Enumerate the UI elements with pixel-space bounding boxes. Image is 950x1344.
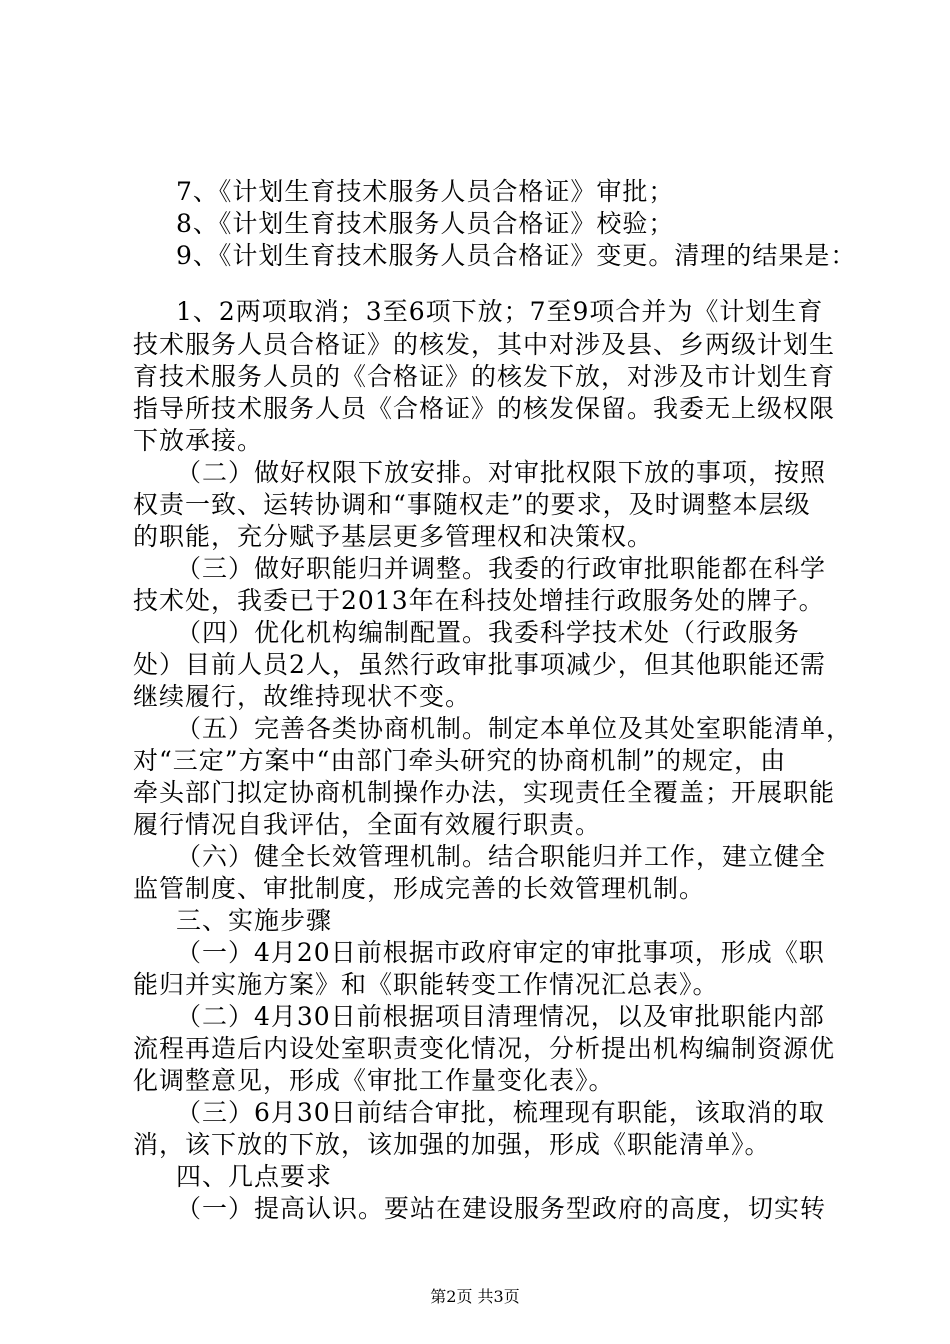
text-line: 下放承接。 — [133, 426, 264, 455]
text-line: 履行情况自我评估，全面有效履行职责。 — [133, 810, 602, 839]
text-line: 指导所技术服务人员《合格证》的核发保留。我委无上级权限 — [133, 394, 836, 423]
text-line: 的职能，充分赋予基层更多管理权和决策权。 — [133, 522, 654, 551]
text-line: 消，该下放的下放，该加强的加强，形成《职能清单》。 — [133, 1130, 771, 1159]
text-line: 监管制度、审批制度，形成完善的长效管理机制。 — [133, 874, 706, 903]
text-line: （五）完善各类协商机制。制定本单位及其处室职能清单， — [176, 714, 853, 743]
text-line: 权责一致、运转协调和“事随权走”的要求，及时调整本层级 — [133, 490, 811, 519]
text-line: （六）健全长效管理机制。结合职能归并工作，建立健全 — [176, 842, 827, 871]
text-line: 能归并实施方案》和《职能转变工作情况汇总表》。 — [133, 970, 719, 999]
text-line: （二）4月30日前根据项目清理情况，以及审批职能内部 — [176, 1002, 825, 1031]
text-line: 继续履行，故维持现状不变。 — [133, 682, 472, 711]
text-line: （二）做好权限下放安排。对审批权限下放的事项，按照 — [176, 458, 827, 487]
text-line: 技术服务人员合格证》的核发，其中对涉及县、乡两级计划生 — [133, 330, 836, 359]
page-footer: 第2页 共3页 — [430, 1287, 520, 1306]
text-line: 对“三定”方案中“由部门牵头研究的协商机制”的规定，由 — [133, 746, 787, 775]
text-line: 牵头部门拟定协商机制操作办法，实现责任全覆盖；开展职能 — [133, 778, 836, 807]
section-heading: 三、实施步骤 — [176, 906, 333, 935]
text-line: 流程再造后内设处室职责变化情况，分析提出机构编制资源优 — [133, 1034, 836, 1063]
text-line: 化调整意见，形成《审批工作量变化表》。 — [133, 1066, 615, 1095]
section-heading: 四、几点要求 — [176, 1162, 333, 1191]
text-line: （三）6月30日前结合审批，梳理现有职能，该取消的取 — [176, 1098, 825, 1127]
text-line: 9、《计划生育技术服务人员合格证》变更。清理的结果是： — [176, 241, 857, 270]
text-line: 育技术服务人员的《合格证》的核发下放，对涉及市计划生育 — [133, 362, 836, 391]
text-line: （一）提高认识。要站在建设服务型政府的高度，切实转 — [176, 1194, 827, 1223]
text-line: （三）做好职能归并调整。我委的行政审批职能都在科学 — [176, 554, 827, 583]
text-line: （四）优化机构编制配置。我委科学技术处（行政服务 — [176, 618, 801, 647]
text-line: 技术处，我委已于2013年在科技处增挂行政服务处的牌子。 — [133, 586, 825, 615]
text-line: 1、2两项取消；3至6项下放；7至9项合并为《计划生育 — [176, 297, 824, 326]
text-line: （一）4月20日前根据市政府审定的审批事项，形成《职 — [176, 938, 825, 967]
text-line: 8、《计划生育技术服务人员合格证》校验； — [176, 209, 675, 238]
text-line: 7、《计划生育技术服务人员合格证》审批； — [176, 177, 675, 206]
text-line: 处）目前人员2人，虽然行政审批事项减少，但其他职能还需 — [133, 650, 826, 679]
